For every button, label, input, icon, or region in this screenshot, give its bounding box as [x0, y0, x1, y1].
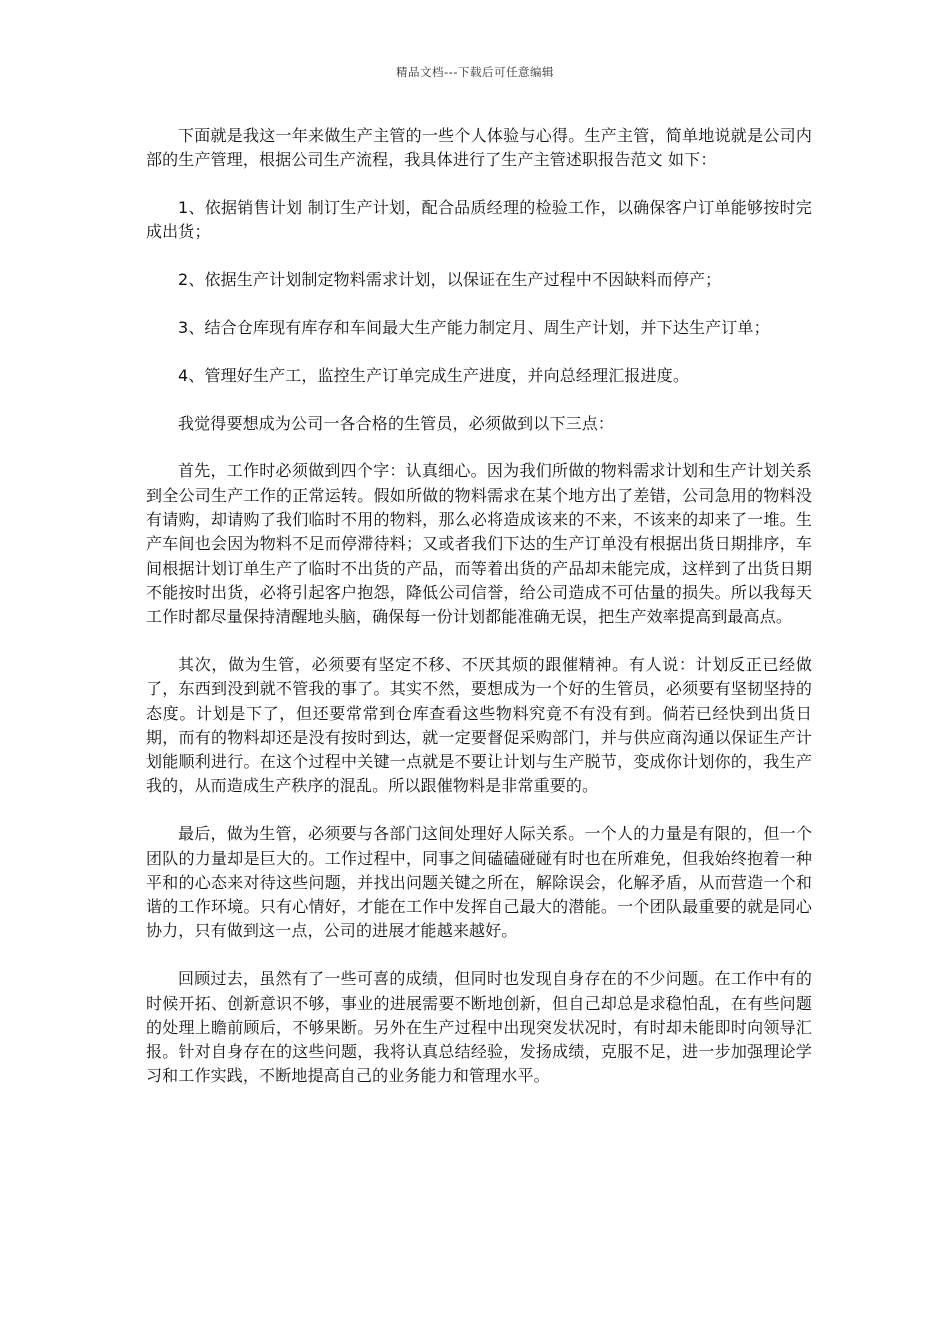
three-points-intro: 我觉得要想成为公司一各合格的生管员，必须做到以下三点： [178, 413, 615, 433]
duty-item-2: 2、依据生产计划制定物料需求计划，以保证在生产过程中不因缺料而停产； [178, 270, 722, 290]
duty-item-1: 1、依据销售计划 制订生产计划，配合品质经理的检验工作，以确保客户订单能够按时完成出货； [146, 198, 812, 242]
duty-item-4: 4、管理好生产工，监控生产订单完成生产进度，并向总经理汇报进度。 [178, 365, 689, 385]
intro-paragraph: 下面就是我这一年来做生产主管的一些个人体验与心得。生产主管，简单地说就是公司内部的生产管理，根据公司生产流程，我具体进行了生产主管述职报告范文 如下： [146, 126, 812, 170]
point-first-paragraph: 首先，工作时必须做到四个字：认真细心。因为我们所做的物料需求计划和生产计划关系到全公司生产工作的正常运转。假如所做的物料需求在某个地方出了差错，公司急用的物料没有请购，却请购了我们临时不用的物料，那么必将造成该来的不来，不该来的却来了一堆。生产车间也会因为物料不足而停滞待料；又或者我们下达的生产订单没有根据出货日期排序，车间根据计划订单生产了临时不出货的产品，而等着出货的产品却未能完成，这样到了出货日期不能按时出货，必将引起客户抱怨，降低公司信誉，给公司造成不可估量的损失。所以我每天工作时都尽量保持清醒地头脑，确保每一份计划都能准确无误，把生产效率提高到最高点。 [146, 461, 812, 627]
page-header: 精品文档---下载后可任意编辑 [396, 65, 554, 79]
duty-item-3: 3、结合仓库现有库存和车间最大生产能力制定月、周生产计划，并下达生产订单； [178, 317, 770, 337]
document-body [146, 124, 812, 1112]
point-last-paragraph: 最后，做为生管，必须要与各部门这间处理好人际关系。一个人的力量是有限的，但一个团队的力量却是巨大的。工作过程中，同事之间磕磕碰碰有时也在所难免，但我始终抱着一种平和的心态来对待这些问题，并找出问题关键之所在，解除误会，化解矛盾，从而营造一个和谐的工作环境。只有心情好，才能在工作中发挥自己最大的潜能。一个团队最重要的就是同心协力，只有做到这一点，公司的进展才能越来越好。 [146, 824, 812, 941]
point-second-paragraph: 其次，做为生管，必须要有坚定不移、不厌其烦的跟催精神。有人说：计划反正已经做了，东西到没到就不管我的事了。其实不然，要想成为一个好的生管员，必须要有坚韧坚持的态度。计划是下了，但还要常常到仓库查看这些物料究竟不有没有到。倘若已经快到出货日期，而有的物料却还是没有按时到达，就一定要督促采购部门，并与供应商沟通以保证生产计划能顺利进行。在这个过程中关键一点就是不要让计划与生产脱节，变成你计划你的，我生产我的，从而造成生产秩序的混乱。所以跟催物料是非常重要的。 [146, 654, 812, 796]
review-paragraph: 回顾过去，虽然有了一些可喜的成绩，但同时也发现自身存在的不少问题。在工作中有的时候开拓、创新意识不够，事业的进展需要不断地创新，但自己却总是求稳怕乱，在有些问题的处理上瞻前顾后，不够果断。另外在生产过程中出现突发状况时，有时却未能即时向领导汇报。针对自身存在的这些问题，我将认真总结经验，发扬成绩，克服不足，进一步加强理论学习和工作实践，不断地提高自己的业务能力和管理水平。 [146, 969, 812, 1086]
